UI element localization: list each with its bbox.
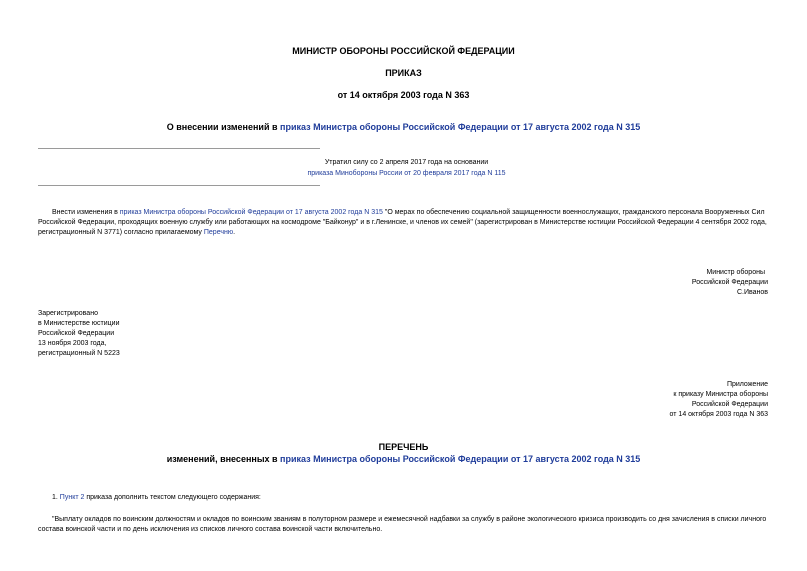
- list-title: ПЕРЕЧЕНЬ: [378, 442, 429, 452]
- registration-line-1: Зарегистрировано: [38, 310, 98, 317]
- title-prefix: О внесении изменений в: [166, 122, 281, 132]
- item-1-suffix: приказа дополнить текстом следующего содержания:: [84, 494, 261, 501]
- doc-type-heading: ПРИКАЗ: [385, 68, 422, 78]
- registration-line-2: в Министерстве юстиции: [38, 320, 120, 327]
- main-paragraph: [38, 208, 770, 238]
- repeal-order-link[interactable]: приказа Минобороны России от 20 февраля 2017 года N 115: [307, 170, 506, 177]
- signature-title: Министр обороны: [706, 269, 765, 276]
- appendix-line-1: Приложение: [726, 381, 768, 388]
- para-middle: "О мерах по обеспечению социальной защищенности военнослужащих, гражданского персонала Вооруженных Сил Российской Федерации, проходящих военную службу или работающих на космодроме "Байконур" и в г.Ленинске, и членов их семей" (зарегистрирован в Министерстве юстиции Российской Федерации 4 сентября 2002 года, регистрационный N 3771) согласно прилагаемому: [38, 209, 767, 236]
- item-1-link[interactable]: Пункт 2: [59, 494, 85, 501]
- list-subtitle: [0, 454, 807, 464]
- signature-block: [568, 268, 768, 298]
- title-order-link[interactable]: приказ Министра обороны Российской Федерации от 17 августа 2002 года N 315: [280, 122, 641, 132]
- para-suffix: .: [233, 229, 236, 236]
- item-1: [52, 493, 772, 503]
- signature-country: Российской Федерации: [691, 279, 768, 286]
- status-line: Утратил силу со 2 апреля 2017 года на основании: [324, 159, 489, 166]
- registration-line-5: регистрационный N 5223: [38, 350, 120, 357]
- registration-line-3: Российской Федерации: [38, 330, 115, 337]
- appendix-line-4: от 14 октября 2003 года N 363: [669, 411, 768, 418]
- appendix-line-3: Российской Федерации: [691, 401, 768, 408]
- quote-paragraph: "Выплату окладов по воинским должностям и окладов по воинским званиям в полуторном размере и ежемесячной надбавки за службу в районе экологического кризиса производить со дня зачисления в списки личного состава воинской части и по день исключения из списков личного состава воинской части включительно.: [38, 516, 767, 533]
- bottom-divider: [38, 185, 320, 186]
- ministry-heading: МИНИСТР ОБОРОНЫ РОССИЙСКОЙ ФЕДЕРАЦИИ: [292, 46, 515, 56]
- item-1-prefix: 1.: [52, 494, 60, 501]
- status-link-line: [0, 169, 807, 179]
- list-link[interactable]: Перечню: [203, 229, 234, 236]
- registration-line-4: 13 ноября 2003 года,: [38, 340, 107, 347]
- para-prefix: Внести изменения в: [52, 209, 120, 216]
- signature-name: С.Иванов: [736, 289, 768, 296]
- registration-block: [38, 309, 238, 359]
- para-order-link[interactable]: приказ Министра обороны Российской Федерации от 17 августа 2002 года N 315: [119, 209, 383, 216]
- top-divider: [38, 148, 320, 149]
- appendix-block: [548, 380, 768, 420]
- list-subtitle-prefix: изменений, внесенных в: [166, 454, 281, 464]
- appendix-line-2: к приказу Министра обороны: [673, 391, 768, 398]
- document-title: [0, 122, 807, 132]
- date-number-heading: от 14 октября 2003 года N 363: [337, 90, 470, 100]
- list-order-link[interactable]: приказ Министра обороны Российской Федерации от 17 августа 2002 года N 315: [280, 454, 641, 464]
